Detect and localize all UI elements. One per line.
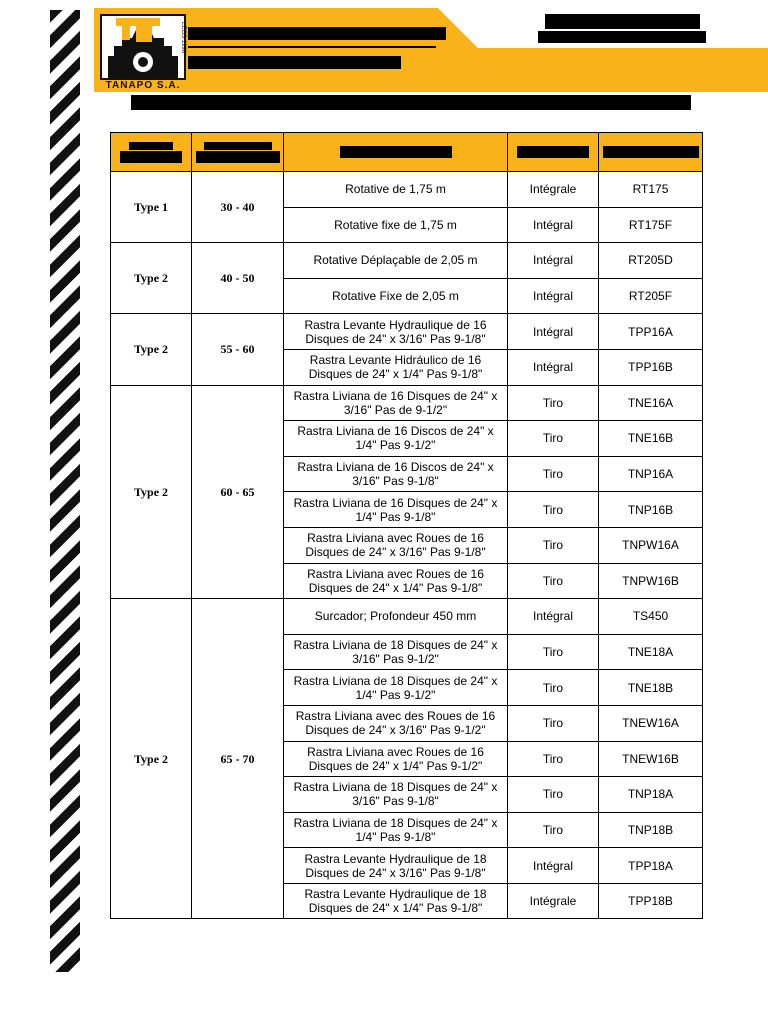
model-code-cell: TNE18B	[599, 670, 703, 706]
coupling-cell: Tiro	[508, 670, 599, 706]
coupling-cell: Intégral	[508, 349, 599, 385]
model-code-cell: TNE18A	[599, 634, 703, 670]
table-row	[111, 385, 703, 421]
description-cell: Rastra Liviana avec Roues de 16 Disques de 24" x 1/4" Pas 9-1/8"	[284, 563, 508, 599]
model-code-cell: TNP18A	[599, 777, 703, 813]
header-model-cell	[599, 133, 703, 172]
redacted-contact-2	[538, 31, 706, 43]
description-cell: Rastra Liviana de 16 Discos de 24" x 1/4" Pas 9-1/2"	[284, 421, 508, 457]
coupling-cell: Tiro	[508, 563, 599, 599]
coupling-cell: Intégral	[508, 243, 599, 279]
description-cell: Rastra Liviana de 18 Disques de 24" x 1/4" Pas 9-1/8"	[284, 812, 508, 848]
description-cell: Rastra Liviana de 18 Disques de 24" x 3/16" Pas 9-1/2"	[284, 634, 508, 670]
class-cell: Type 2	[111, 599, 192, 919]
coupling-cell: Tiro	[508, 421, 599, 457]
description-cell: Rastra Levante Hydraulique de 18 Disques de 24" x 1/4" Pas 9-1/8"	[284, 883, 508, 919]
coupling-cell: Tiro	[508, 634, 599, 670]
model-code-cell: TNEW16B	[599, 741, 703, 777]
header-rule	[188, 46, 436, 48]
description-cell: Rotative Déplaçable de 2,05 m	[284, 243, 508, 279]
header-description-cell	[284, 133, 508, 172]
power-range-cell: 30 - 40	[192, 172, 284, 243]
company-name: TANAPO S.A.	[105, 80, 181, 91]
coupling-cell: Intégral	[508, 314, 599, 350]
table-row	[111, 243, 703, 279]
coupling-cell: Tiro	[508, 705, 599, 741]
model-code-cell: TPP16B	[599, 349, 703, 385]
coupling-cell: Tiro	[508, 777, 599, 813]
description-cell: Rastra Liviana avec Roues de 16 Disques de 24" x 3/16" Pas 9-1/8"	[284, 527, 508, 563]
model-code-cell: TNPW16B	[599, 563, 703, 599]
tractor-gear-icon	[102, 16, 184, 78]
equipment-table	[110, 132, 703, 919]
model-code-cell: TPP18B	[599, 883, 703, 919]
redacted-title	[188, 27, 446, 40]
coupling-cell: Intégral	[508, 278, 599, 314]
description-cell: Rastra Liviana de 18 Disques de 24" x 1/4" Pas 9-1/2"	[284, 670, 508, 706]
coupling-cell: Intégral	[508, 207, 599, 243]
class-cell: Type 2	[111, 314, 192, 385]
description-cell: Surcador; Profondeur 450 mm	[284, 599, 508, 635]
model-code-cell: TNP18B	[599, 812, 703, 848]
power-range-cell: 55 - 60	[192, 314, 284, 385]
description-cell: Rotative fixe de 1,75 m	[284, 207, 508, 243]
model-code-cell: RT175F	[599, 207, 703, 243]
description-cell: Rastra Levante Hydraulique de 18 Disques de 24" x 3/16" Pas 9-1/8"	[284, 848, 508, 884]
description-cell: Rotative Fixe de 2,05 m	[284, 278, 508, 314]
header-coupling-cell	[508, 133, 599, 172]
class-cell: Type 1	[111, 172, 192, 243]
model-code-cell: TNPW16A	[599, 527, 703, 563]
hazard-stripe	[50, 10, 80, 972]
coupling-cell: Intégrale	[508, 883, 599, 919]
description-cell: Rotative de 1,75 m	[284, 172, 508, 208]
model-code-cell: RT205D	[599, 243, 703, 279]
class-cell: Type 2	[111, 243, 192, 314]
table-row	[111, 172, 703, 208]
table-body	[111, 172, 703, 919]
coupling-cell: Tiro	[508, 812, 599, 848]
header-power-cell	[192, 133, 284, 172]
power-range-cell: 60 - 65	[192, 385, 284, 599]
coupling-cell: Intégrale	[508, 172, 599, 208]
table-row	[111, 599, 703, 635]
description-cell: Rastra Levante Hidráulico de 16 Disques de 24" x 1/4" Pas 9-1/8"	[284, 349, 508, 385]
coupling-cell: Tiro	[508, 492, 599, 528]
model-code-cell: TNE16A	[599, 385, 703, 421]
model-code-cell: TPP18A	[599, 848, 703, 884]
table-header-row	[111, 133, 703, 172]
model-code-cell: TS450	[599, 599, 703, 635]
description-cell: Rastra Liviana de 16 Discos de 24" x 3/16" Pas 9-1/8"	[284, 456, 508, 492]
power-range-cell: 65 - 70	[192, 599, 284, 919]
table-row	[111, 314, 703, 350]
logo-side-text: LEGS 1998	[180, 22, 186, 54]
company-logo	[100, 14, 186, 80]
description-cell: Rastra Liviana avec Roues de 16 Disques de 24" x 1/4" Pas 9-1/2"	[284, 741, 508, 777]
coupling-cell: Tiro	[508, 527, 599, 563]
description-cell: Rastra Liviana de 16 Disques de 24" x 3/16" Pas de 9-1/2"	[284, 385, 508, 421]
description-cell: Rastra Liviana de 16 Disques de 24" x 1/4" Pas 9-1/8"	[284, 492, 508, 528]
redacted-contact-1	[545, 14, 700, 29]
coupling-cell: Tiro	[508, 741, 599, 777]
model-code-cell: TNE16B	[599, 421, 703, 457]
header-class-cell	[111, 133, 192, 172]
model-code-cell: TNP16A	[599, 456, 703, 492]
description-cell: Rastra Liviana avec des Roues de 16 Disques de 24" x 3/16" Pas 9-1/2"	[284, 705, 508, 741]
model-code-cell: TNP16B	[599, 492, 703, 528]
coupling-cell: Tiro	[508, 456, 599, 492]
model-code-cell: TNEW16A	[599, 705, 703, 741]
coupling-cell: Tiro	[508, 385, 599, 421]
model-code-cell: RT175	[599, 172, 703, 208]
coupling-cell: Intégral	[508, 848, 599, 884]
model-code-cell: TPP16A	[599, 314, 703, 350]
redacted-subtitle	[188, 56, 401, 69]
coupling-cell: Intégral	[508, 599, 599, 635]
model-code-cell: RT205F	[599, 278, 703, 314]
class-cell: Type 2	[111, 385, 192, 599]
description-cell: Rastra Liviana de 18 Disques de 24" x 3/16" Pas 9-1/8"	[284, 777, 508, 813]
description-cell: Rastra Levante Hydraulique de 16 Disques de 24" x 3/16" Pas 9-1/8"	[284, 314, 508, 350]
redacted-banner	[131, 95, 691, 110]
power-range-cell: 40 - 50	[192, 243, 284, 314]
